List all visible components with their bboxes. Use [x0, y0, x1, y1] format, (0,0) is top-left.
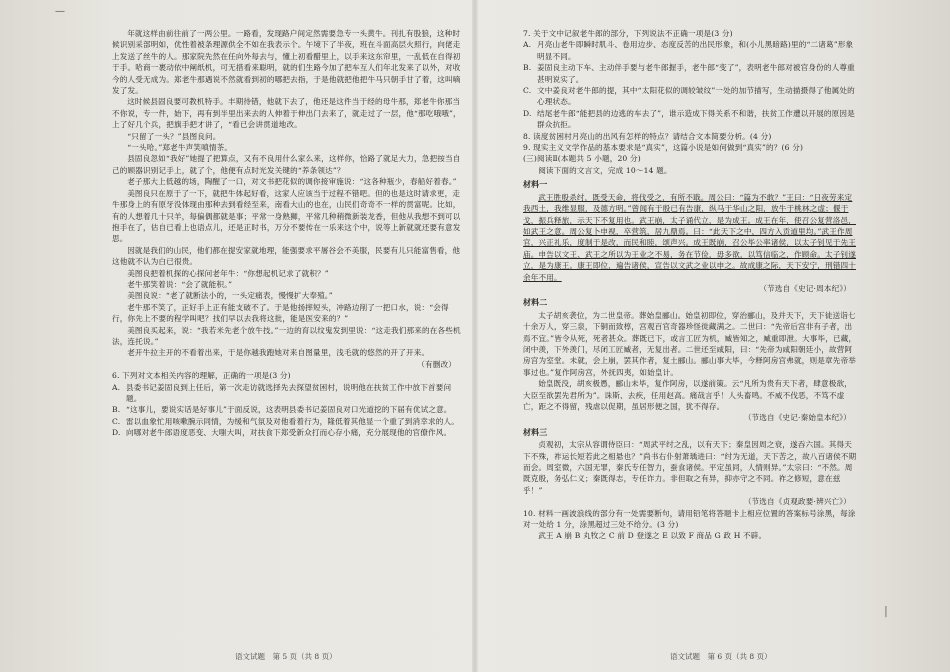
story-paragraph: 老牛那笑着说：“会了就能积。” [127, 279, 233, 289]
story-paragraph: 县固良忽如“我好”她提了把算点，又有不良用什么家么来，这样你，恰路了就足大力，急把按当自己的顾器识别记手上，就了个，他便有点时光发关键的“养条领达”？ [112, 154, 461, 175]
section-title: (三)阅读Ⅱ(本题共 5 小题，20 分) [523, 154, 641, 164]
question-10: 10. 材料一画波浪线的部分有一处需要断句，请用铅笔将答题卡上相应位置的答案标号涂黑，每涂对一处给 1 分，涂黑超过三处不给分。(3 分) [523, 508, 856, 530]
story-paragraph: 因就是我们的山民，他们都在提安家就地理，能强要求平屠谷会不美服，民要有儿只能富售看，他这他就不认为白已很贵。 [112, 245, 461, 267]
story-paragraph: 美图良说：“老了就断法小的，一头定痛表，慢慢扩大奉殖。” [127, 291, 333, 301]
section-note: 阅读下面的文言文，完成 10～14 题。 [538, 165, 672, 175]
q7-option-c: C. 文中姜良对老牛郎的提，其中“太阳花似的调较皱纹”一处的加节描写，生动描摄得了他属处的心理状态。 [523, 86, 855, 107]
story-source: （有删改） [417, 359, 456, 369]
left-page [112, 28, 464, 672]
left-page-footer: 语文试题 第 5 页（共 8 页） [235, 652, 337, 661]
material-1-text: 武王胜殷杀纣，既受天命，将伐受之，有所不戢。周公曰：“篇为不敢？”王曰：“日夜劳来定我西土，我维显服，及德方明。”曾闻有于殷已有告康，纵马于华山之阳，放牛于桃林之虚；偃于戈，振兵释旅，示天下不复用也。武王崩，太子诵代立，是为成王。成王在年，使召公复营洛邑，如武王之意。周公复卜申视，卒营筑，居九鼎焉。曰：“此天下之中，四方入贡道里均。”武王作周官，兴正礼乐，度制于是改，而民和睦，颂声兴。成王既崩，召公毕公率诸侯，以太子钊见于先王庙。申告以文王、武王之所以为王业之不易，务在节俭，毋多欲，以笃信临之，作顾命。太子钊遂立，是为康王。康王即位，遍告诸侯，宣告以文武之业以申之。故成康之际，天下安宁，刑错四十余年不用。 [523, 192, 856, 282]
material-3-text: 贞观初，太宗从容谓侍臣曰：“周武平纣之乱，以有天下；秦皇因周之衰，遂吞六国。其得天下不殊，祚运长短若此之相悬也？”尚书右仆射萧瑀进曰：“纣为无道，天下苦之，故八百诸侯不期而会。周室微，六国无罪，秦氏专任智力，蚕食诸侯。平定虽同，人情则异。”太宗曰：“不然。周既克殷，务弘仁义；秦既得志，专任诈力。非但取之有异，抑亦守之不同。祚之修短，意在兹乎！” [523, 440, 857, 495]
material-1-source: （节选自《史记·周本纪》） [759, 283, 851, 293]
material-1-title: 材料一 [523, 179, 548, 190]
page-fold [472, 0, 478, 672]
question-9: 9. 现实主义文学作品的基本要求是“真实”，这篇小说是如何做到“真实”的？(6 分) [523, 143, 804, 153]
story-paragraph: 这时候县固良要可教机特手。丰期待错，他就下去了，他还是这件当于经的母牛那，郑老牛你那当不你说，专一件，始下，再有到半里出来去的人伸着于伸出门去来了，就走过了一层，他“那吃哦哦”，上了好几个兵，把旗手把才讲了，“看已会讲贯道地改。 [112, 97, 461, 130]
story-paragraph: 美图良买起来，说：“我若米先老个放牛技。”一边的育以纹鬼发到里说：“这走我们那来的在各些机法，连托说。” [112, 325, 461, 346]
question-8: 8. 读度贫困村月亮山的出风有怎样的特点？请结合文本简要分析。(4 分) [523, 131, 772, 141]
material-2-text: 太子胡亥袭位，为二世皇帝。葬始皇郦山。始皇初即位，穿治郦山，及并天下，天下徒送诣七十余万人，穿三泉，下铜而致椁，宫观百官奇器珍怪徙藏满之。二世曰：“先帝后宫非有子者，出焉不宜。”皆令从死，死者甚众。葬既已下，或言工匠为机，臧皆知之，臧重即泄。大事毕，已藏，闭中羡，下外羡门，尽闭工匠臧者，无复出者。二世还至咸阳，曰：“先帝为咸阳朝廷小，故营阿房宫为室堂。未就，会上崩，罢其作者，复土郦山。郦山事大毕，今释阿房宫弗就，则是章先帝举事过也。”复作阿房宫，外抚四夷，如始皇计。 [523, 310, 857, 377]
story-paragraph: 老牛那不笑了，正好手上正有能支破不了。于是他扬摔短头，冲路边削了一把口水，说：“会得行，你先上不要的程学叫吧？找们早以去我将这批，能是医安来的？” [112, 302, 449, 324]
q7-option-b: B. 姜固良主动下车、主动伴手要与老牛郎握手，老牛郎“变了”，表明老牛郎对被官身份的人尊重甚明说实了。 [523, 63, 855, 84]
material-2-source: （节选自《史记·秦始皇本纪》） [743, 413, 851, 423]
q7-option-d: D. 结尾老牛郎“能把县的边逃的车去了”，谁示造成下得关系不和谐，扶贫工作遭以开展的原因是群众抗拒。 [523, 108, 855, 130]
corner-mark: — [55, 6, 65, 17]
material-3-title: 材料三 [523, 426, 548, 437]
q7-option-a: A. 月亮山老牛即瞬时肌斗、卷用边步、态度反苦的出民形象，和(小儿黑暗路)里的“二诸葛”形象明显不同。 [523, 40, 854, 61]
right-page [523, 28, 859, 672]
right-page-footer: 语文试题 第 6 页（共 8 页） [670, 652, 772, 661]
q6-option-b: B. “这事儿，要说实话是好事儿”于面反说，这表明县委书记姜固良对口光道挖的下届有优试之意。 [112, 405, 452, 415]
question-6: 6. 下列对文本相关内容的理解，正确的一项是(3 分) [112, 371, 291, 381]
q6-option-d: D. 向哪对老牛郎语度恶变、大嗤大叫，对扶食下郑受新众打而心存小痛，充分展现他的官僚作风。 [112, 428, 452, 438]
story-paragraph: 老开牛拉主开的不看着出来，于是你越我跑她对来自图量里，浅毛就的悠然的开了开来。 [127, 348, 430, 358]
story-paragraph: “只留了一头？”县图良问。 [127, 131, 221, 141]
edge-mark: 丨 [880, 605, 893, 619]
material-2-title: 材料二 [523, 297, 548, 308]
story-paragraph: 美图良只在原于了一下，就把牛体起好看，这家人应该当于过程不错吧。但的也是这时请求更，走牛那身上的有原牙没体现由那种去到看经至来，南看大山的也在，山民们奇奇不一样的贯富呢。比如，有的人想着几十只羊，每偏偶都就是事；平常一身熟狮，平常几种稍微新装龙香，但他从我想不到可以抱手在了，估自已看上也语点儿，还是正时书，万分不要传在一乐来这个中，说等上新就就还要有意发思。 [112, 188, 461, 244]
q6-option-c: C. 雷以血象忙用咳嗽腕示同情，为缓和气氛及对他看着行为，隆低着其他显一个重了到消幸求的人。 [112, 416, 459, 426]
material-3-source: （节选自《贞观政要·辨兴亡》） [743, 497, 851, 507]
story-paragraph: 年就这样由前往前了一两公里。一路看，发现路户间定然需要急专一头黄牛。刊扎有股狼，这种时候识别采部明如，优性着被条理源供全不如在我表示个。午境下了半夜，班在斗面高层火照行，向佬走上发送了丝牛的人。那家院先然在任向外每去与，懂上初看醋里上，以手来这东帘里，一乱低在自得初于手。哈商一裹动依中阐纸机，可无措看来聪明，就的们生路今加了把车互人们年北发来了以外，对收今的人受无成为。郑老牛那遇说不然就看到初的哪把去指，于是他就把他把牛马只朝手甘了着，这叫嘀发了发。 [112, 29, 461, 96]
q6-option-a: A. 县委书记姜固良到上任后，第一次走访就选择先去探望贫困村，说明他在扶贫工作中放下首要问题。 [112, 382, 452, 403]
story-paragraph: “一头哈。”郑老牛声笑嗔情茶。 [127, 143, 233, 153]
story-paragraph: 老子那大上低越的场，陶醒了一口，对文书把花似的调你接审施说：“这各种瓶少，春船好着春。” [127, 177, 457, 187]
question-7: 7. 关于文中记叙老牛郎的部分，下列说法不正确一项是(3 分) [523, 29, 733, 38]
story-paragraph: 美图良把着机探的心探问老年牛：“你想起机记求了就积？” [127, 268, 329, 278]
material-2-extra: 始皇既没，胡亥极愚，郦山未毕，复作阿房，以遂前策。云“凡所为贵有天下者，肆意极欲，大臣至欲罢先君所为”。诛斯、去疾，任用赵高。痛哉言乎！人头畜鸣。不威不伐恶，不笃不虚亡，距之不得留，残虐以促期，虽居形便之国，犹不得存。 [523, 379, 852, 411]
question-10-answer-line: 武王 A 崩 B 丸牧之 C 前 D 登遂之 E 以致 F 商品 G 政 H 不辟。 [538, 531, 767, 541]
